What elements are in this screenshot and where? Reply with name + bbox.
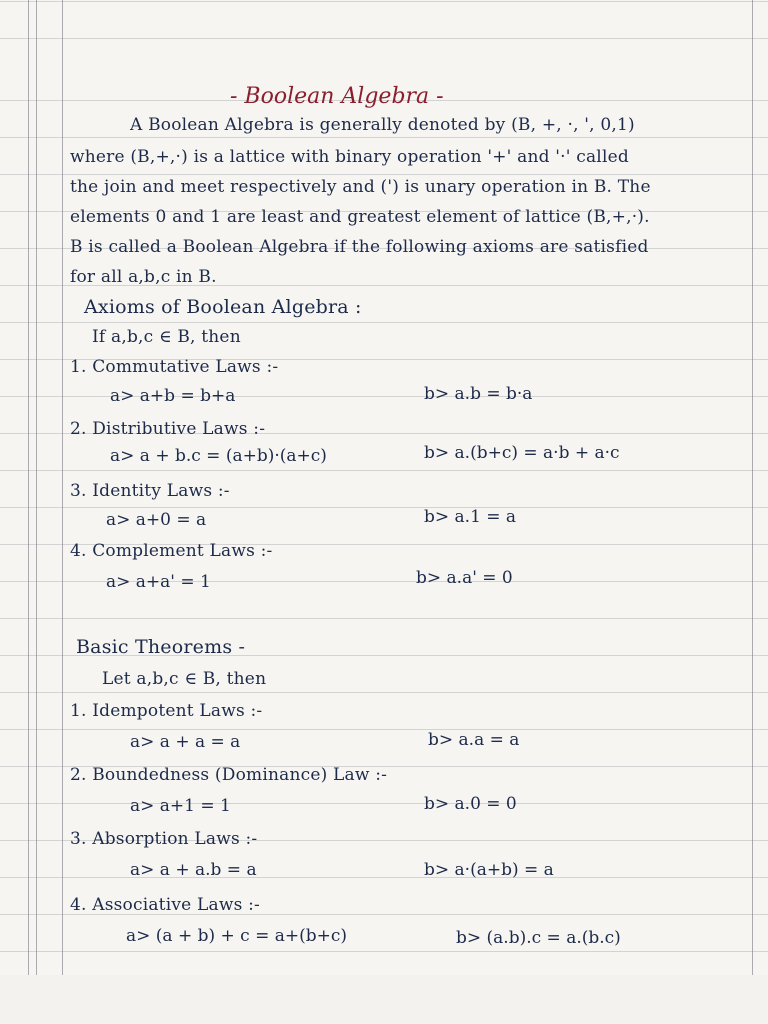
- intro-line-3: the join and meet respectively and (') is unary operation in B. The: [70, 177, 651, 197]
- theorem-law-part-a: a> a + a.b = a: [130, 860, 257, 880]
- axiom-law-part-a: a> a + b.c = (a+b)·(a+c): [110, 446, 327, 466]
- theorem-law-part-a: a> (a + b) + c = a+(b+c): [126, 926, 348, 946]
- theorems-heading: Basic Theorems -: [76, 636, 246, 658]
- intro-line-5: B is called a Boolean Algebra if the following axioms are satisfied: [70, 237, 649, 257]
- axiom-law-name: 1. Commutative Laws :-: [70, 357, 279, 377]
- page-bottom-edge: [0, 975, 768, 1024]
- left-margin-line-1: [28, 0, 29, 1024]
- theorem-law-part-a: a> a+1 = 1: [130, 796, 231, 816]
- axiom-law-part-a: a> a+b = b+a: [110, 386, 236, 406]
- theorem-law-name: 4. Associative Laws :-: [70, 895, 260, 915]
- theorem-law-name: 2. Boundedness (Dominance) Law :-: [70, 765, 388, 785]
- intro-line-6: for all a,b,c in B.: [70, 267, 217, 287]
- axiom-law-name: 2. Distributive Laws :-: [70, 419, 266, 439]
- axiom-law-name: 3. Identity Laws :-: [70, 481, 230, 501]
- theorem-law-part-b: b> a.a = a: [428, 730, 520, 750]
- axioms-condition: If a,b,c ∈ B, then: [92, 327, 241, 347]
- theorem-law-part-b: b> a.0 = 0: [424, 794, 517, 814]
- theorem-law-part-a: a> a + a = a: [130, 732, 241, 752]
- axioms-heading: Axioms of Boolean Algebra :: [84, 296, 362, 318]
- page-title: - Boolean Algebra -: [230, 84, 444, 109]
- axiom-law-part-b: b> a.(b+c) = a·b + a·c: [424, 443, 620, 463]
- theorem-law-part-b: b> a·(a+b) = a: [424, 860, 554, 880]
- axiom-law-part-b: b> a.b = b·a: [424, 384, 533, 404]
- theorem-law-part-b: b> (a.b).c = a.(b.c): [456, 928, 621, 948]
- axiom-law-part-a: a> a+a' = 1: [106, 572, 211, 592]
- axiom-law-part-a: a> a+0 = a: [106, 510, 207, 530]
- theorem-law-name: 3. Absorption Laws :-: [70, 829, 258, 849]
- intro-line-4: elements 0 and 1 are least and greatest element of lattice (B,+,·).: [70, 207, 650, 227]
- axiom-law-part-b: b> a.a' = 0: [416, 568, 513, 588]
- left-margin-line-3: [62, 0, 63, 1024]
- left-margin-line-2: [36, 0, 37, 1024]
- axiom-law-part-b: b> a.1 = a: [424, 507, 517, 527]
- theorem-law-name: 1. Idempotent Laws :-: [70, 701, 263, 721]
- intro-line-1: A Boolean Algebra is generally denoted by (B, +, ·, ', 0,1): [130, 115, 635, 135]
- theorems-condition: Let a,b,c ∈ B, then: [102, 669, 267, 689]
- axiom-law-name: 4. Complement Laws :-: [70, 541, 273, 561]
- intro-line-2: where (B,+,·) is a lattice with binary operation '+' and '·' called: [70, 147, 629, 167]
